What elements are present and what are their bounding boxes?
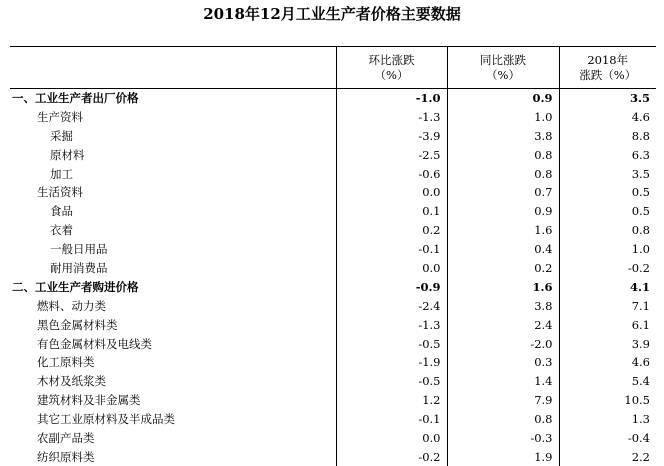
table-row (10, 296, 656, 315)
cell-yoy: 7.9 (447, 391, 559, 410)
cell-yoy: 0.2 (447, 259, 559, 278)
row-label: 有色金属材料及电线类 (37, 336, 152, 351)
cell-yoy: -0.3 (447, 429, 559, 448)
cell-mom: -1.9 (336, 353, 447, 372)
cell-yoy: 1.0 (447, 107, 559, 126)
row-label: 化工原料类 (37, 355, 95, 370)
cell-year: 6.3 (559, 145, 656, 164)
cell-year: 4.1 (559, 277, 656, 296)
table-row (10, 315, 656, 334)
cell-yoy: -2.0 (447, 334, 559, 353)
row-label: 一般日用品 (50, 242, 108, 257)
cell-mom: -1.3 (336, 107, 447, 126)
row-label: 黑色金属材料类 (37, 317, 118, 332)
table-row (10, 259, 656, 278)
cell-mom: 0.2 (336, 221, 447, 240)
cell-mom: -0.1 (336, 410, 447, 429)
header-mom (336, 47, 447, 89)
table-row (10, 277, 656, 296)
cell-year: 6.1 (559, 315, 656, 334)
cell-mom: 0.0 (336, 259, 447, 278)
table-row (10, 107, 656, 126)
cell-mom: 0.0 (336, 429, 447, 448)
cell-yoy: 0.8 (447, 145, 559, 164)
table-row (10, 410, 656, 429)
row-label: 二、工业生产者购进价格 (12, 279, 139, 294)
header-item (10, 47, 336, 89)
header-yoy (447, 47, 559, 89)
cell-year: 0.8 (559, 221, 656, 240)
header-yoy-line1: 同比涨跌 (480, 52, 526, 67)
row-label: 纺织原料类 (37, 449, 95, 464)
table-row (10, 447, 656, 466)
cell-mom: 0.0 (336, 183, 447, 202)
table-row (10, 372, 656, 391)
table-row (10, 221, 656, 240)
cell-mom: 1.2 (336, 391, 447, 410)
cell-year: 1.0 (559, 240, 656, 259)
row-label: 其它工业原材料及半成品类 (37, 412, 175, 427)
cell-yoy: 0.3 (447, 353, 559, 372)
cell-year: 3.5 (559, 164, 656, 183)
cell-year: -0.4 (559, 429, 656, 448)
cell-year: 3.9 (559, 334, 656, 353)
row-label: 木材及纸浆类 (37, 374, 106, 389)
cell-mom: -1.0 (336, 89, 447, 108)
row-label: 原材料 (50, 147, 85, 162)
page-title: 2018年12月工业生产者价格主要数据 (203, 5, 461, 23)
row-label: 建筑材料及非金属类 (37, 393, 141, 408)
row-label: 生产资料 (37, 109, 83, 124)
cell-year: 2.2 (559, 447, 656, 466)
header-row (10, 47, 656, 89)
cell-yoy: 3.8 (447, 296, 559, 315)
row-label: 一、工业生产者出厂价格 (12, 91, 139, 106)
cell-yoy: 0.9 (447, 202, 559, 221)
table-row (10, 353, 656, 372)
cell-year: 0.5 (559, 202, 656, 221)
table-row (10, 202, 656, 221)
cell-mom: -0.5 (336, 334, 447, 353)
row-label: 加工 (50, 166, 73, 181)
cell-year: 0.5 (559, 183, 656, 202)
cell-mom: -0.1 (336, 240, 447, 259)
table-row (10, 240, 656, 259)
cell-year: 1.3 (559, 410, 656, 429)
row-label: 采掘 (50, 128, 73, 143)
header-year-line1: 2018年 (587, 52, 629, 67)
cell-year: 5.4 (559, 372, 656, 391)
row-label: 农副产品类 (37, 430, 95, 445)
header-year-line2: 涨跌（%） (579, 67, 637, 82)
cell-mom: -0.2 (336, 447, 447, 466)
cell-mom: -3.9 (336, 126, 447, 145)
header-mom-line1: 环比涨跌 (368, 52, 415, 67)
header-year (559, 47, 656, 89)
cell-yoy: 1.6 (447, 221, 559, 240)
row-label: 生活资料 (37, 185, 83, 200)
cell-yoy: 0.9 (447, 89, 559, 108)
table-row (10, 164, 656, 183)
cell-mom: -0.5 (336, 372, 447, 391)
cell-year: 8.8 (559, 126, 656, 145)
cell-mom: -0.9 (336, 277, 447, 296)
cell-yoy: 3.8 (447, 126, 559, 145)
table-body (10, 89, 656, 466)
table-row (10, 126, 656, 145)
cell-yoy: 1.6 (447, 277, 559, 296)
header-yoy-line2: （%） (486, 67, 520, 82)
cell-year: 3.5 (559, 89, 656, 108)
cell-mom: -0.6 (336, 164, 447, 183)
table-row (10, 429, 656, 448)
cell-year: 10.5 (559, 391, 656, 410)
cell-mom: 0.1 (336, 202, 447, 221)
table-row (10, 183, 656, 202)
cell-yoy: 1.4 (447, 372, 559, 391)
cell-yoy: 0.4 (447, 240, 559, 259)
cell-year: -0.2 (559, 259, 656, 278)
cell-mom: -1.3 (336, 315, 447, 334)
cell-yoy: 0.8 (447, 164, 559, 183)
table-row (10, 391, 656, 410)
cell-yoy: 0.8 (447, 410, 559, 429)
price-data-table (10, 46, 656, 466)
cell-yoy: 1.9 (447, 447, 559, 466)
cell-mom: -2.5 (336, 145, 447, 164)
table-row (10, 145, 656, 164)
row-label: 衣着 (50, 223, 73, 238)
cell-year: 4.6 (559, 107, 656, 126)
table-row (10, 334, 656, 353)
row-label: 食品 (50, 204, 73, 219)
row-label: 燃料、动力类 (37, 298, 106, 313)
cell-mom: -2.4 (336, 296, 447, 315)
table-row (10, 89, 656, 108)
cell-yoy: 2.4 (447, 315, 559, 334)
cell-year: 7.1 (559, 296, 656, 315)
cell-yoy: 0.7 (447, 183, 559, 202)
header-mom-line2: （%） (374, 67, 409, 82)
cell-year: 4.6 (559, 353, 656, 372)
row-label: 耐用消费品 (50, 260, 108, 275)
